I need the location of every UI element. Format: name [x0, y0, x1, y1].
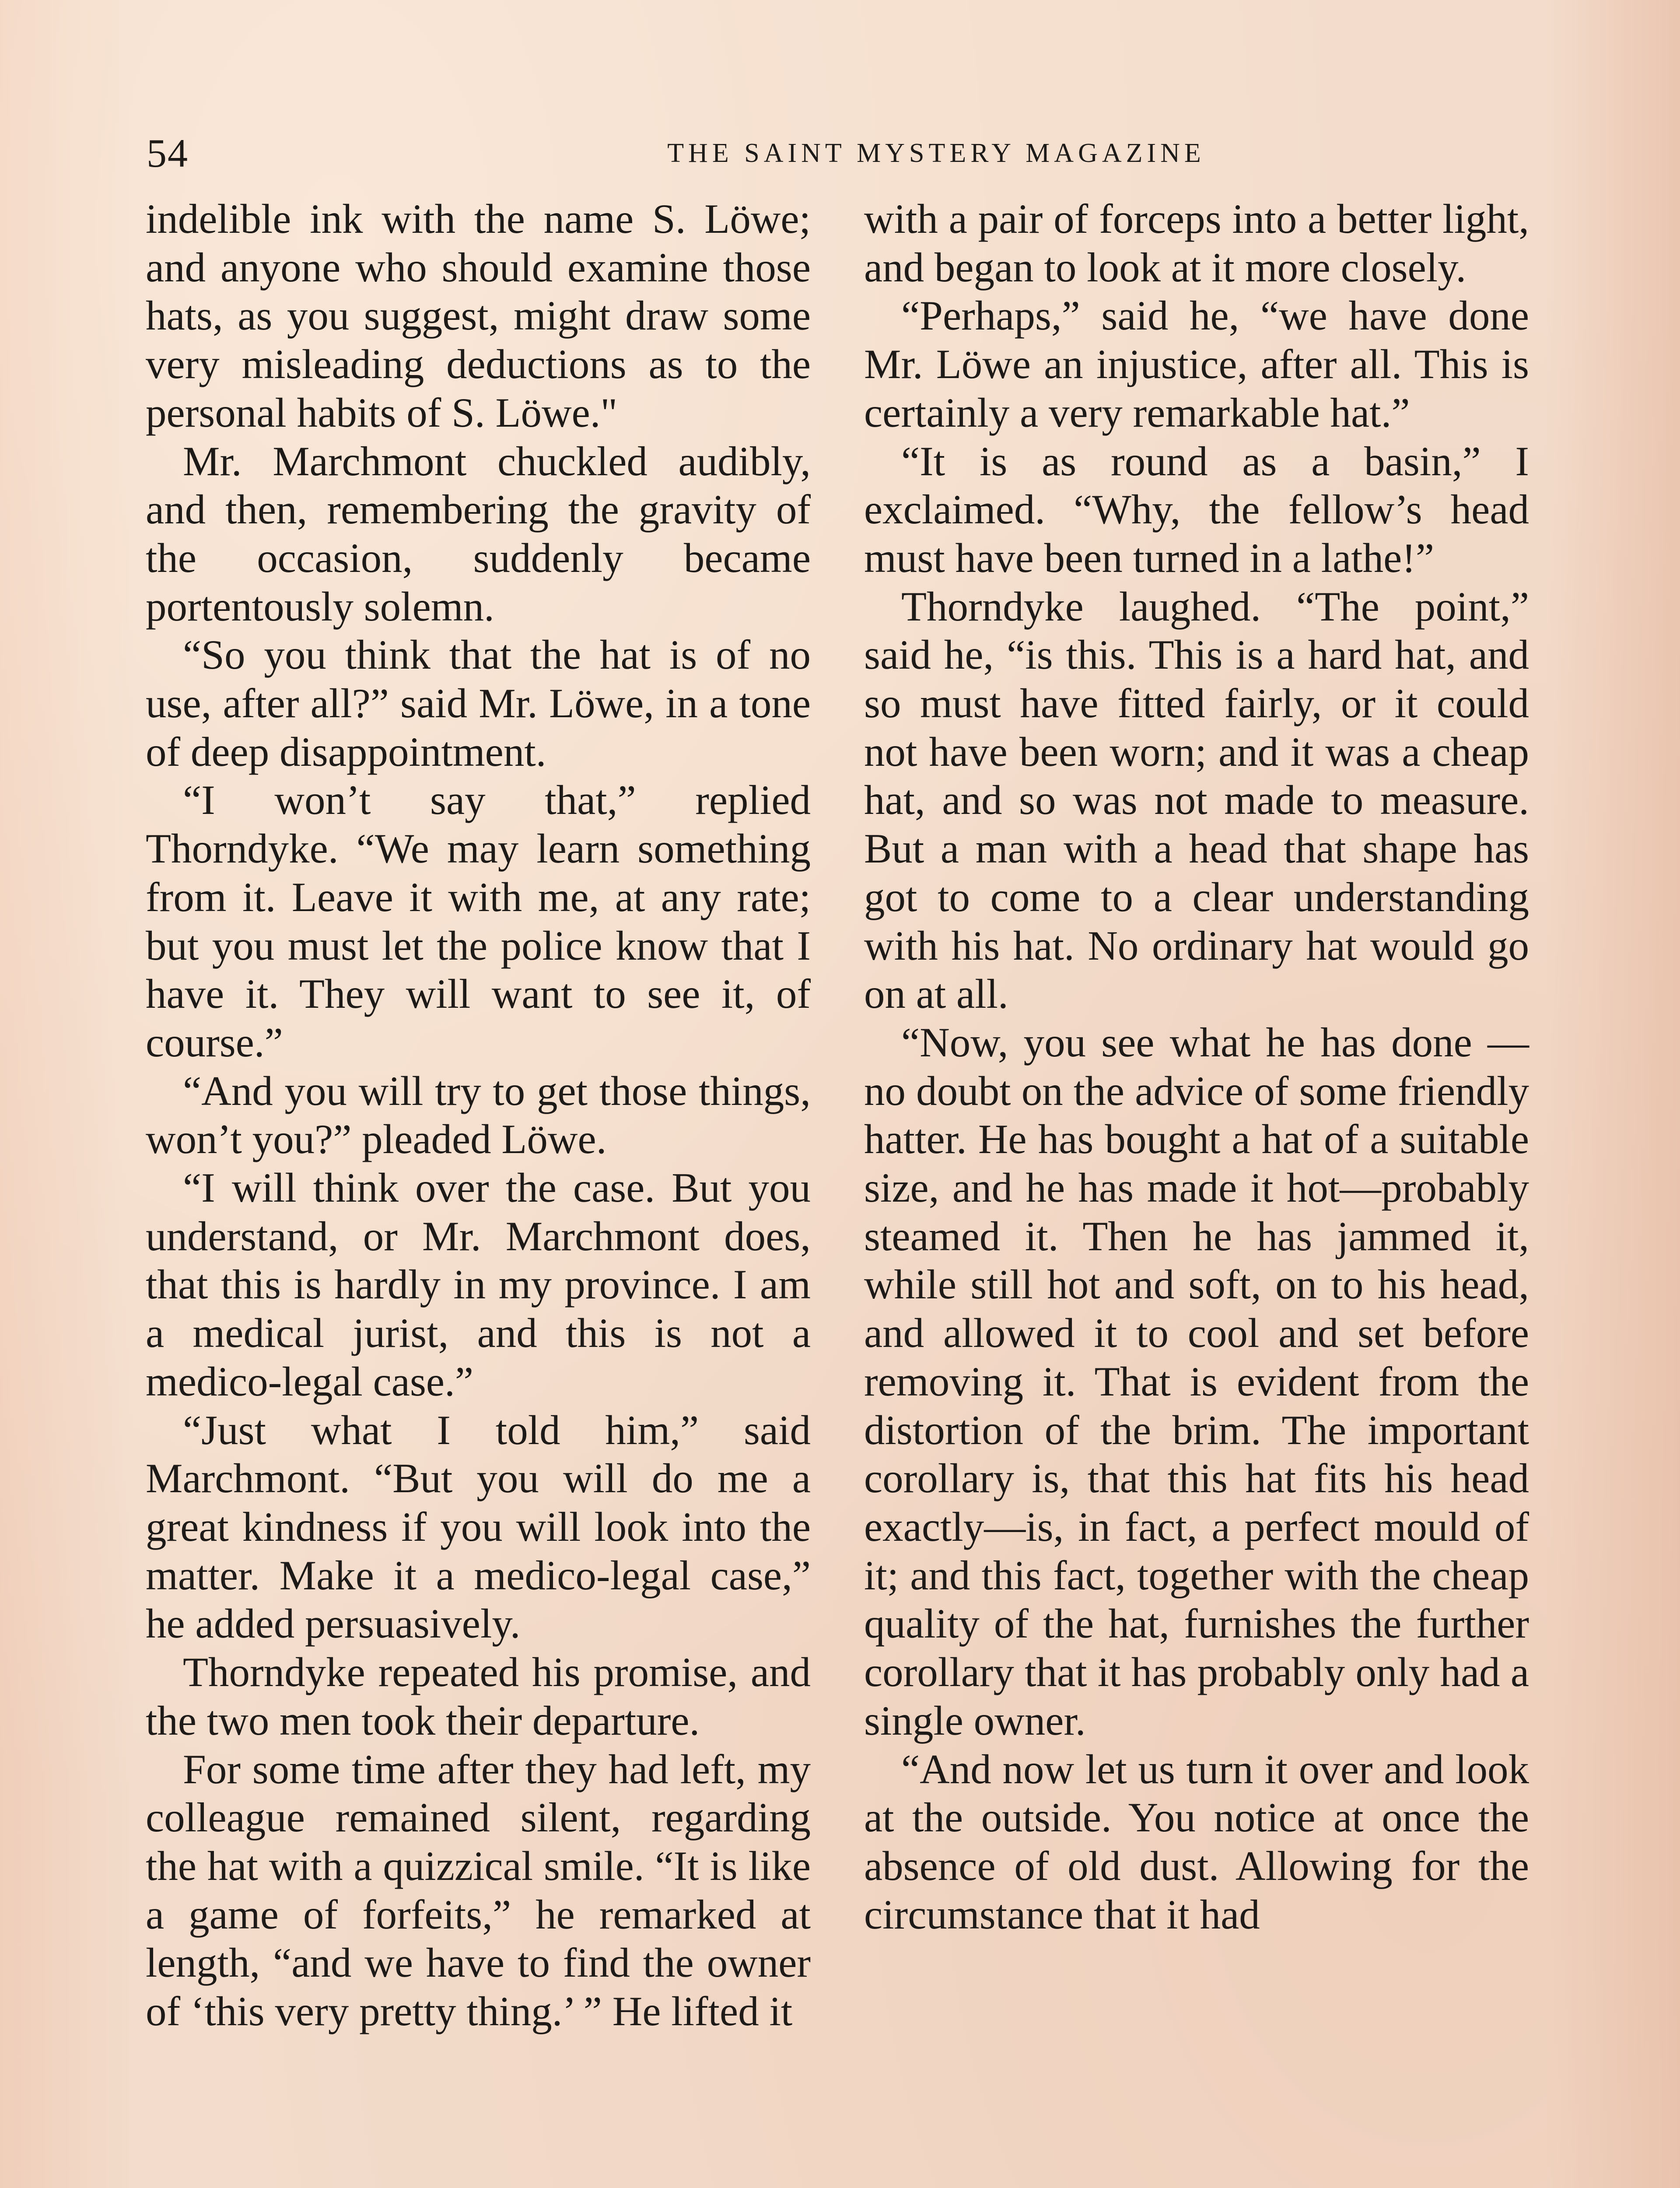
paragraph: “And you will try to get those things, won’t you?” pleaded Löwe.	[146, 1067, 811, 1163]
paragraph: “Now, you see what he has done —no doubt on the advice of some friendly hatter. He has bought a hat of a suitable size, and he has made it hot—probably steamed it. Then he has jammed it, while still hot and soft, on to his head, and allowed it to cool and set before removing it. That is evident from the distortion of the brim. The important corollary is, that this hat fits his head exactly—is, in fact, a perfect mould of it; and this fact, together with the cheap quality of the hat, furnishes the further corollary that it has probably only had a single owner.	[864, 1019, 1529, 1744]
paragraph: “Perhaps,” said he, “we have done Mr. Löwe an injustice, after all. This is certainly a very remarkable hat.”	[864, 292, 1529, 436]
right-column	[864, 195, 1529, 1939]
paragraph: with a pair of forceps into a better light, and began to look at it more closely.	[864, 196, 1529, 291]
paragraph: For some time after they had left, my colleague remained silent, regarding the hat with a quizzical smile. “It is like a game of forfeits,” he remarked at length, “and we have to find the owner of ‘this very pretty thing.’ ” He lifted it	[146, 1746, 811, 2035]
paragraph: Thorndyke laughed. “The point,” said he, “is this. This is a hard hat, and so must have fitted fairly, or it could not have been worn; and it was a cheap hat, and so was not made to measure. But a man with a head that shape has got to come to a clear understanding with his hat. No ordinary hat would go on at all.	[864, 583, 1529, 1017]
left-column	[146, 195, 811, 2036]
paragraph: indelible ink with the name S. Löwe; and anyone who should examine those hats, as you suggest, might draw some very misleading deductions as to the personal habits of S. Löwe."	[146, 196, 811, 436]
paragraph: “It is as round as a basin,” I exclaimed. “Why, the fellow’s head must have been turned in a lathe!”	[864, 438, 1529, 581]
paragraph: “I will think over the case. But you understand, or Mr. Marchmont does, that this is hardly in my province. I am a medical jurist, and this is not a medico-legal case.”	[146, 1164, 811, 1405]
paragraph: “And now let us turn it over and look at the outside. You notice at once the absence of old dust. Allowing for the circumstance that it had	[864, 1746, 1529, 1938]
paragraph: “Just what I told him,” said Marchmont. “But you will do me a great kindness if you will look into the matter. Make it a medico-legal case,” he added persuasively.	[146, 1406, 811, 1647]
paragraph: “I won’t say that,” replied Thorndyke. “We may learn something from it. Leave it with me, at any rate; but you must let the police know that I have it. They will want to see it, of course.”	[146, 777, 811, 1066]
paragraph: Mr. Marchmont chuckled audibly, and then, remembering the gravity of the occasion, suddenly became portentously solemn.	[146, 438, 811, 630]
running-title: THE SAINT MYSTERY MAGAZINE	[667, 138, 1205, 168]
page-number: 54	[147, 131, 189, 175]
paragraph: Thorndyke repeated his promise, and the two men took their departure.	[146, 1649, 811, 1744]
page-header	[147, 127, 1560, 179]
paragraph: “So you think that the hat is of no use, after all?” said Mr. Löwe, in a tone of deep disappointment.	[146, 631, 811, 775]
